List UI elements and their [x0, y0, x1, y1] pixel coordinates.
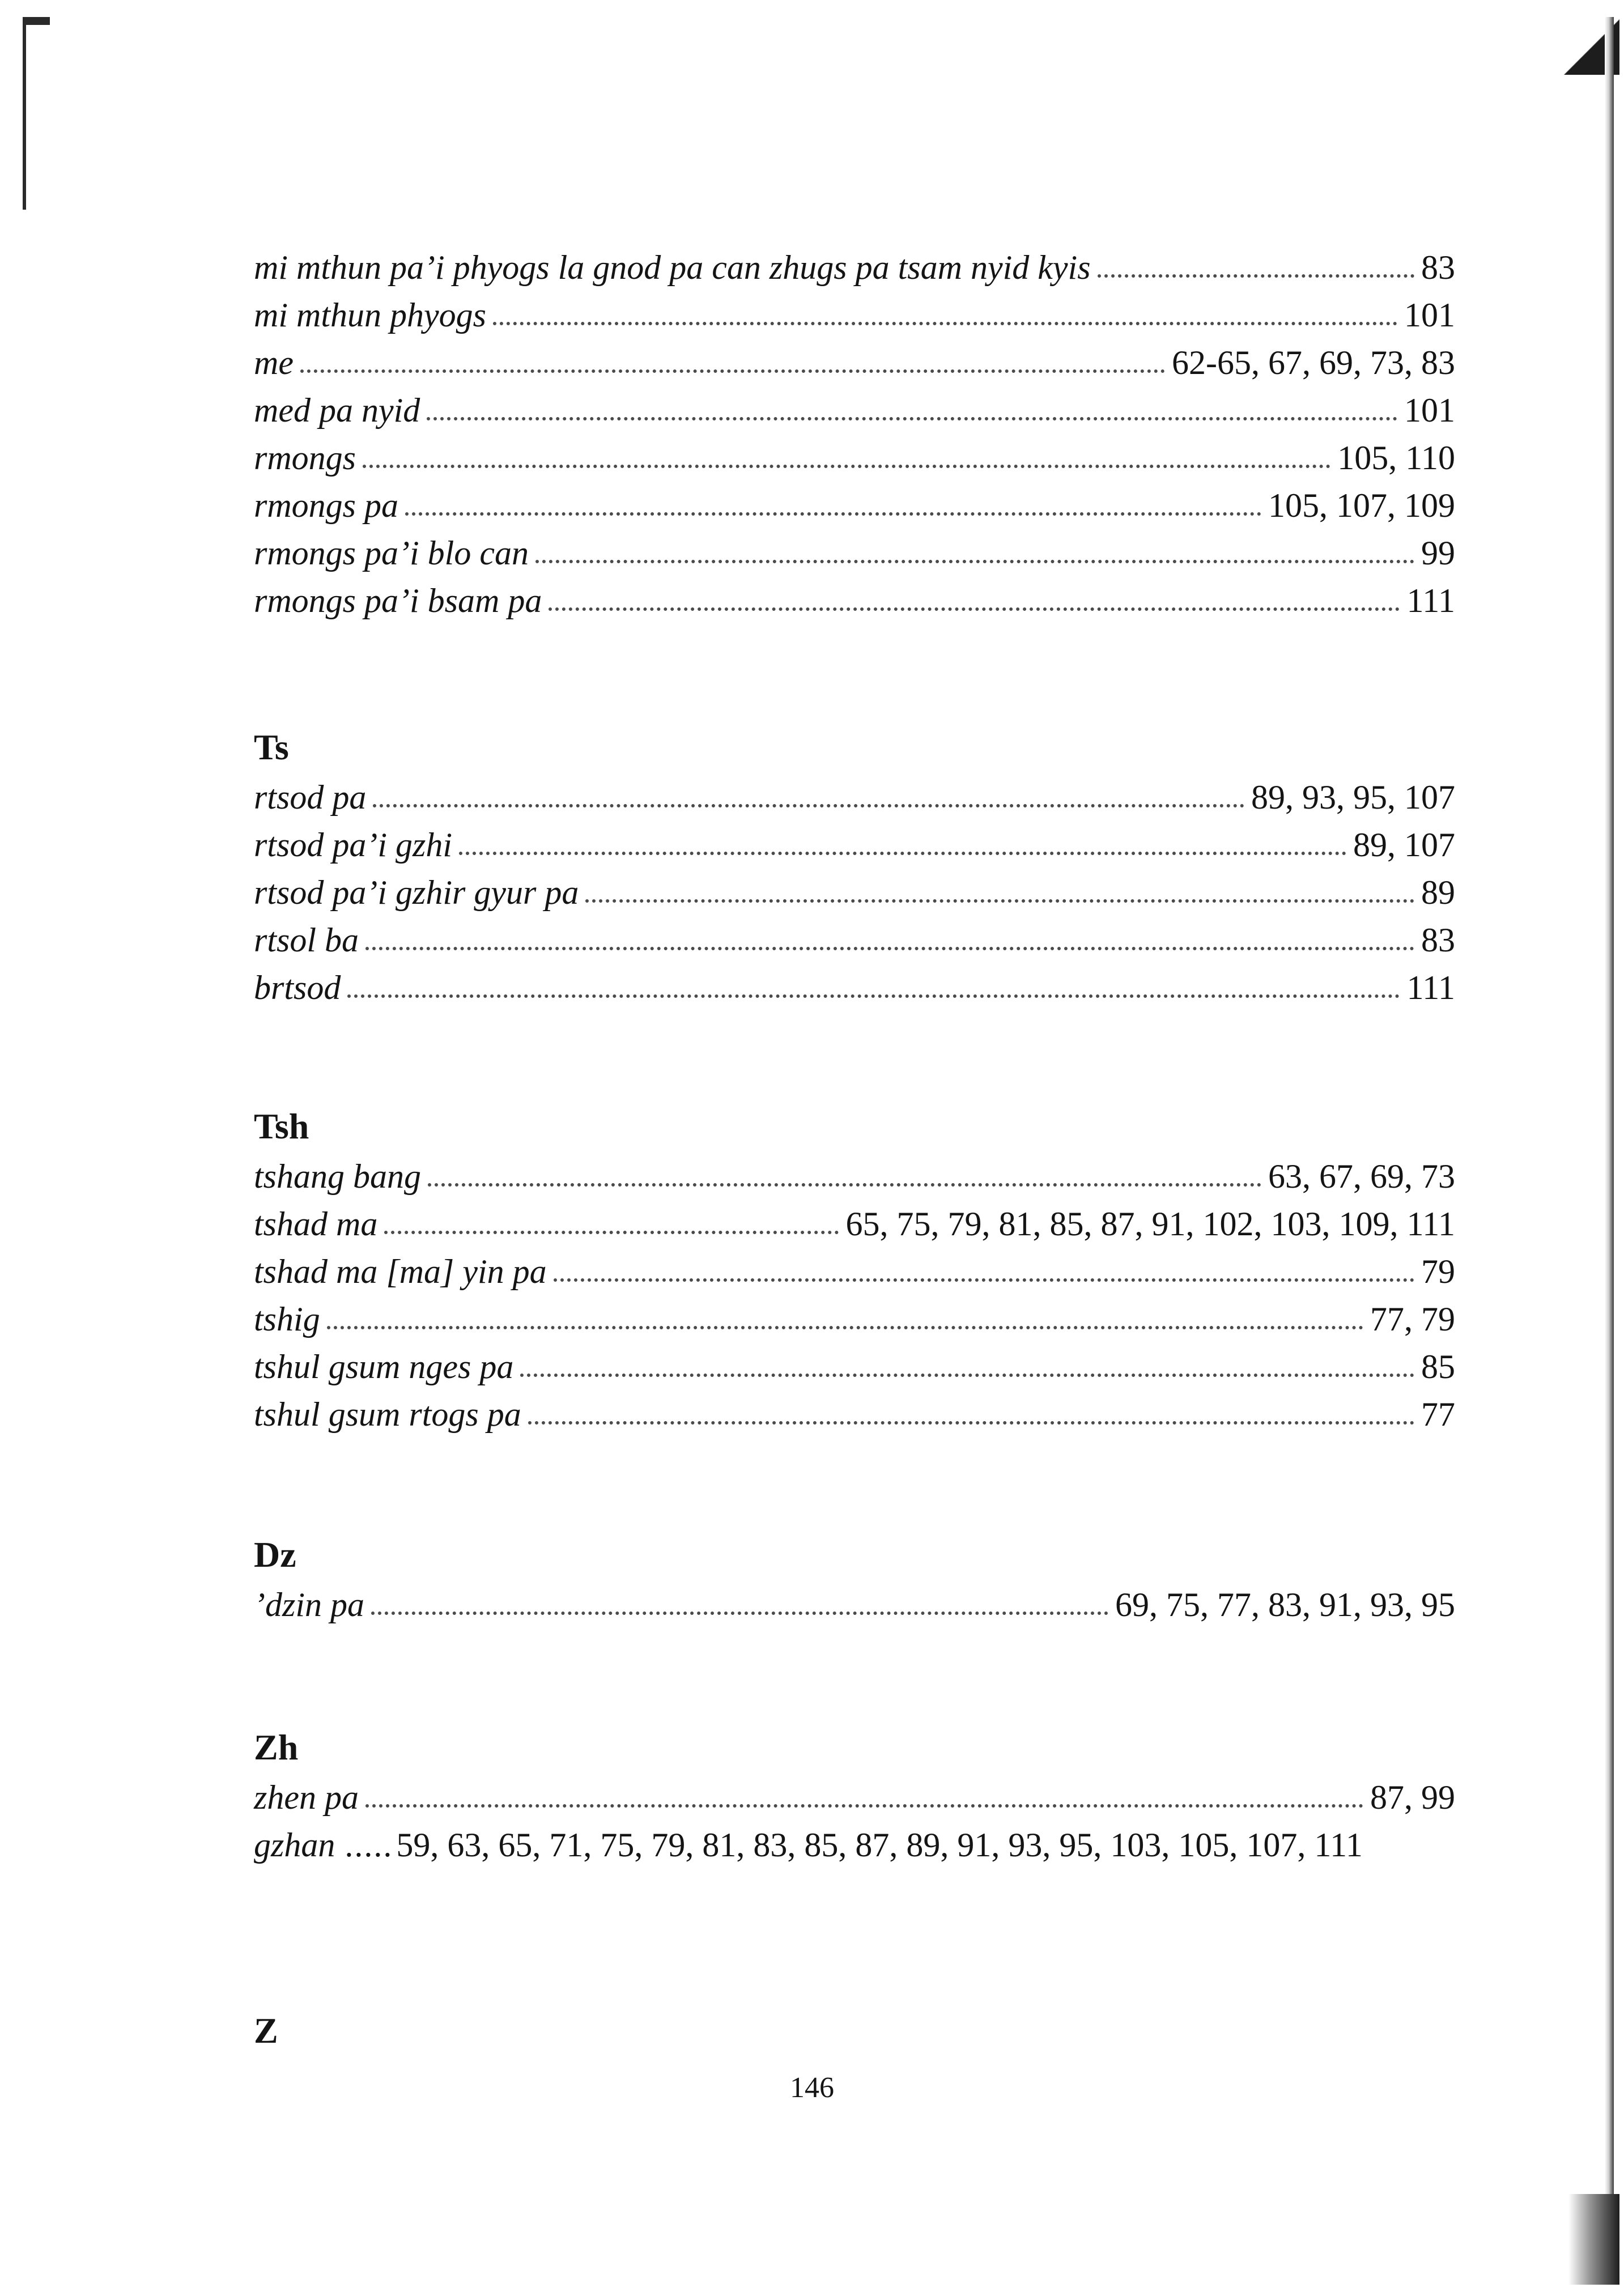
index-entry [254, 773, 1455, 821]
index-entry [254, 482, 1455, 529]
index-term: rtsod pa [254, 779, 367, 816]
index-term: tshul gsum nges pa [254, 1348, 514, 1385]
index-term: mi mthun pa’i phyogs la gnod pa can zhugs pa tsam nyid kyis [254, 249, 1091, 286]
index-entry [254, 1581, 1455, 1629]
index-term: tshul gsum rtogs pa [254, 1396, 521, 1433]
index-pages: 59, 63, 65, 71, 75, 79, 81, 83, 85, 87, 89, 91, 93, 95, 103, 105, 107, 111 [396, 1826, 1363, 1864]
dot-leader [554, 1278, 1414, 1282]
dot-leader [371, 1612, 1108, 1615]
dot-leader [520, 1374, 1414, 1377]
scan-mark-top-left [23, 17, 37, 210]
index-pages: 105, 107, 109 [1268, 487, 1455, 524]
dot-leader [365, 947, 1414, 950]
index-pages: 99 [1421, 534, 1455, 572]
dot-leader [549, 607, 1400, 611]
index-entry [254, 1248, 1455, 1295]
index-pages: 62-65, 67, 69, 73, 83 [1172, 344, 1455, 381]
index-pages: 111 [1406, 969, 1455, 1006]
dot-leader [327, 1326, 1363, 1329]
section-heading: Zh [254, 1727, 299, 1767]
index-pages: 69, 75, 77, 83, 91, 93, 95 [1115, 1586, 1455, 1623]
index-pages: 89, 107 [1353, 826, 1455, 864]
section-heading: Tsh [254, 1106, 309, 1146]
index-term: rtsol ba [254, 921, 359, 959]
index-term: ’dzin pa [254, 1586, 364, 1623]
index-entry [254, 529, 1455, 577]
index-entry [254, 434, 1455, 482]
index-entry [254, 964, 1455, 1011]
index-entry [254, 1391, 1455, 1438]
index-term: zhen pa [254, 1779, 359, 1816]
index-pages: 89, 93, 95, 107 [1251, 779, 1455, 816]
index-term: me [254, 344, 294, 381]
index-entry [254, 1153, 1455, 1200]
index-term: rtsod pa’i gzhir gyur pa [254, 874, 579, 911]
index-entry [254, 1343, 1455, 1391]
dot-leader [459, 852, 1346, 855]
index-section-z [254, 2006, 1455, 2057]
index-term: med pa nyid [254, 392, 420, 429]
dot-leader [365, 1804, 1363, 1808]
dot-leader [363, 465, 1330, 468]
index-entry [254, 1774, 1455, 1821]
scan-edge-right [1605, 17, 1614, 2278]
dot-leader: ..... [335, 1826, 393, 1864]
dot-leader [428, 1183, 1261, 1187]
index-pages: 101 [1404, 392, 1455, 429]
index-term: rmongs pa’i bsam pa [254, 582, 542, 619]
index-term: tshad ma [ma] yin pa [254, 1253, 547, 1290]
scan-shadow-bottom-right [1568, 2194, 1619, 2285]
section-heading: Dz [254, 1534, 296, 1575]
index-pages: 111 [1406, 582, 1455, 619]
dot-leader [384, 1231, 839, 1234]
dot-leader [528, 1421, 1414, 1425]
page-number: 146 [790, 2072, 834, 2104]
index-entry [254, 1295, 1455, 1343]
index-pages: 87, 99 [1370, 1779, 1455, 1816]
dot-leader [1098, 274, 1414, 278]
index-entry-wrapped [254, 1821, 1455, 1869]
index-pages: 85 [1421, 1348, 1455, 1385]
index-pages: 77 [1421, 1396, 1455, 1433]
dot-leader [300, 369, 1165, 373]
index-entry [254, 339, 1455, 386]
index-term: rmongs pa’i blo can [254, 534, 529, 572]
dot-leader [427, 417, 1397, 420]
index-pages: 79 [1421, 1253, 1455, 1290]
index-entry [254, 821, 1455, 869]
index-entry [254, 577, 1455, 624]
index-entry [254, 869, 1455, 916]
index-entry [254, 386, 1455, 434]
index-entry [254, 1200, 1455, 1248]
index-pages: 83 [1421, 249, 1455, 286]
dot-leader [405, 512, 1261, 516]
index-section-ts [254, 722, 1455, 1011]
index-entry [254, 291, 1455, 339]
index-section-dz [254, 1530, 1455, 1629]
index-pages: 65, 75, 79, 81, 85, 87, 91, 102, 103, 109, 111 [845, 1205, 1455, 1243]
index-section-zh [254, 1723, 1455, 1869]
index-term: tshang bang [254, 1158, 422, 1195]
index-pages: 63, 67, 69, 73 [1268, 1158, 1455, 1195]
dot-leader [373, 804, 1244, 807]
index-term: brtsod [254, 969, 341, 1006]
index-pages: 77, 79 [1370, 1300, 1455, 1338]
index-entry [254, 916, 1455, 964]
index-pages: 101 [1404, 296, 1455, 334]
index-section-tsh [254, 1102, 1455, 1438]
index-term: mi mthun phyogs [254, 296, 486, 334]
dot-leader [585, 899, 1414, 903]
index-section-m-continued [254, 244, 1455, 624]
index-term: rmongs [254, 439, 356, 477]
index-pages: 89 [1421, 874, 1455, 911]
section-heading: Ts [254, 727, 289, 767]
index-term: rtsod pa’i gzhi [254, 826, 453, 864]
index-entry [254, 244, 1455, 291]
index-term: gzhan [254, 1826, 335, 1864]
dot-leader [347, 994, 1400, 998]
index-term: tshad ma [254, 1205, 378, 1243]
index-term: tshig [254, 1300, 320, 1338]
section-heading: Z [254, 2010, 278, 2051]
dot-leader [493, 322, 1397, 325]
dot-leader [535, 560, 1414, 563]
index-pages: 83 [1421, 921, 1455, 959]
index-term: rmongs pa [254, 487, 399, 524]
index-pages: 105, 110 [1337, 439, 1455, 477]
